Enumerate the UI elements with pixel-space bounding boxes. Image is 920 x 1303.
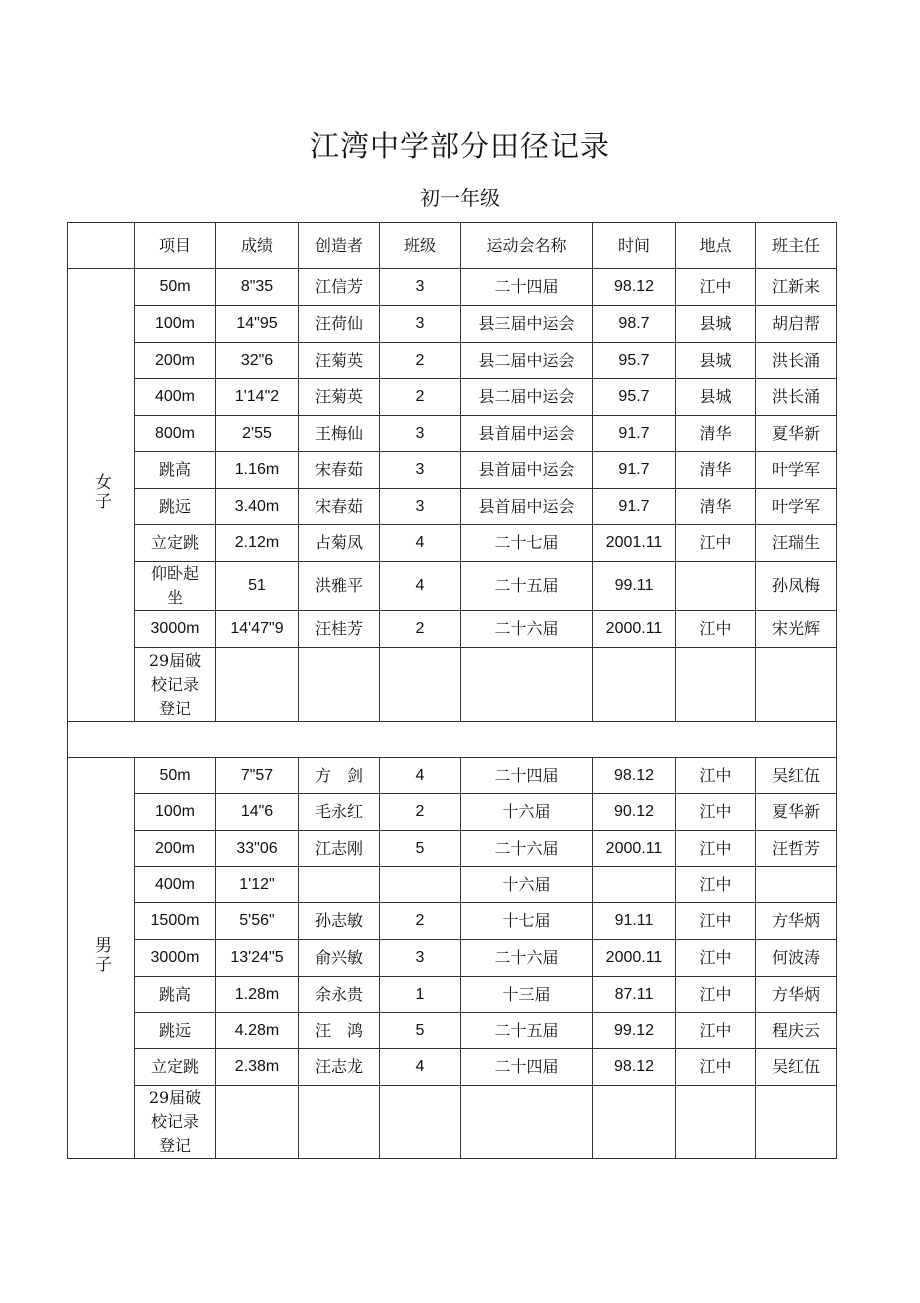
- female-cell-venue: 江中: [676, 269, 756, 306]
- female-cell-result: 2.12m: [216, 525, 299, 562]
- female-cell-event: 400m: [135, 379, 216, 416]
- male-cell-meet: 十六届: [461, 794, 593, 831]
- female-cell-class: 3: [380, 269, 461, 306]
- female-cell-athlete: [299, 648, 380, 722]
- female-cell-athlete: 汪桂芳: [299, 611, 380, 648]
- female-cell-venue: [676, 648, 756, 722]
- male-cell-teacher: 夏华新: [756, 794, 837, 831]
- header-row: [68, 223, 837, 269]
- male-cell-event: 3000m: [135, 940, 216, 977]
- female-cell-class: 4: [380, 525, 461, 562]
- female-cell-venue: 清华: [676, 452, 756, 489]
- male-cell-result: 4.28m: [216, 1013, 299, 1049]
- header-venue: 地点: [676, 223, 756, 269]
- gender-header-cell: [68, 223, 135, 269]
- male-cell-venue: 江中: [676, 903, 756, 940]
- male-cell-venue: 江中: [676, 758, 756, 794]
- male-cell-teacher: 吴红伍: [756, 1049, 837, 1086]
- female-cell-teacher: 洪长涌: [756, 379, 837, 416]
- male-cell-class: 2: [380, 903, 461, 940]
- female-cell-class: 3: [380, 489, 461, 525]
- female-cell-class: 3: [380, 452, 461, 489]
- female-cell-venue: 江中: [676, 611, 756, 648]
- page-title: 江湾中学部分田径记录: [309, 129, 610, 163]
- male-cell-teacher: 方华炳: [756, 977, 837, 1013]
- female-cell-venue: [676, 562, 756, 611]
- header-athlete: 创造者: [299, 223, 380, 269]
- female-cell-date: 2000.11: [593, 611, 676, 648]
- female-cell-teacher: 孙凤梅: [756, 562, 837, 611]
- female-cell-venue: 县城: [676, 343, 756, 379]
- male-cell-event: 400m: [135, 867, 216, 903]
- female-cell-result: 2'55: [216, 416, 299, 452]
- male-cell-meet: [461, 1086, 593, 1159]
- records-table: [67, 222, 837, 1159]
- male-cell-event: 跳远: [135, 1013, 216, 1049]
- male-record-row: [68, 940, 837, 977]
- header-result: 成绩: [216, 223, 299, 269]
- female-cell-event: 100m: [135, 306, 216, 343]
- female-cell-date: 99.11: [593, 562, 676, 611]
- female-cell-class: 4: [380, 562, 461, 611]
- grade-subtitle: 初一年级: [420, 186, 500, 210]
- male-cell-teacher: 吴红伍: [756, 758, 837, 794]
- female-cell-date: 2001.11: [593, 525, 676, 562]
- male-cell-event: 200m: [135, 831, 216, 867]
- male-cell-venue: 江中: [676, 1013, 756, 1049]
- female-cell-meet: 县二届中运会: [461, 379, 593, 416]
- male-cell-athlete: [299, 867, 380, 903]
- male-cell-meet: 二十四届: [461, 1049, 593, 1086]
- female-cell-meet: 县三届中运会: [461, 306, 593, 343]
- male-cell-event: 跳高: [135, 977, 216, 1013]
- male-cell-athlete: 孙志敏: [299, 903, 380, 940]
- female-cell-venue: 江中: [676, 525, 756, 562]
- female-cell-venue: 清华: [676, 489, 756, 525]
- male-cell-meet: 十七届: [461, 903, 593, 940]
- female-record-row: [68, 525, 837, 562]
- male-cell-date: 2000.11: [593, 831, 676, 867]
- male-cell-result: 5'56": [216, 903, 299, 940]
- header-date: 时间: [593, 223, 676, 269]
- male-record-row: [68, 1049, 837, 1086]
- male-cell-teacher: 程庆云: [756, 1013, 837, 1049]
- male-cell-venue: 江中: [676, 831, 756, 867]
- female-cell-date: 98.12: [593, 269, 676, 306]
- male-cell-class: [380, 867, 461, 903]
- female-cell-event: 立定跳: [135, 525, 216, 562]
- male-cell-venue: 江中: [676, 794, 756, 831]
- female-cell-meet: 二十四届: [461, 269, 593, 306]
- male-cell-meet: 十六届: [461, 867, 593, 903]
- female-cell-athlete: 洪雅平: [299, 562, 380, 611]
- male-cell-date: [593, 867, 676, 903]
- female-cell-event: 仰卧起 坐: [135, 562, 216, 611]
- female-cell-meet: 二十七届: [461, 525, 593, 562]
- female-record-row: [68, 562, 837, 611]
- female-cell-result: 8"35: [216, 269, 299, 306]
- female-record-row: [68, 416, 837, 452]
- female-record-row: [68, 306, 837, 343]
- female-cell-teacher: 叶学军: [756, 489, 837, 525]
- male-cell-meet: 二十六届: [461, 831, 593, 867]
- male-cell-venue: [676, 1086, 756, 1159]
- male-cell-teacher: 方华炳: [756, 903, 837, 940]
- female-cell-event: 跳远: [135, 489, 216, 525]
- female-cell-teacher: 洪长涌: [756, 343, 837, 379]
- female-cell-date: 95.7: [593, 343, 676, 379]
- male-cell-event: 50m: [135, 758, 216, 794]
- male-gender-label: 男子: [68, 758, 135, 1159]
- female-cell-venue: 县城: [676, 306, 756, 343]
- male-record-row: [68, 758, 837, 794]
- male-cell-venue: 江中: [676, 940, 756, 977]
- female-cell-teacher: 夏华新: [756, 416, 837, 452]
- male-cell-date: 98.12: [593, 758, 676, 794]
- female-cell-result: 51: [216, 562, 299, 611]
- female-cell-result: 1'14"2: [216, 379, 299, 416]
- male-cell-class: [380, 1086, 461, 1159]
- male-record-row: [68, 831, 837, 867]
- male-cell-teacher: 汪哲芳: [756, 831, 837, 867]
- female-record-row: [68, 343, 837, 379]
- female-cell-athlete: 江信芳: [299, 269, 380, 306]
- female-cell-result: 1.16m: [216, 452, 299, 489]
- female-cell-date: 91.7: [593, 452, 676, 489]
- male-cell-result: 14"6: [216, 794, 299, 831]
- female-cell-date: 91.7: [593, 416, 676, 452]
- female-cell-teacher: [756, 648, 837, 722]
- female-cell-date: 91.7: [593, 489, 676, 525]
- male-cell-athlete: 俞兴敏: [299, 940, 380, 977]
- female-cell-teacher: 胡启帮: [756, 306, 837, 343]
- male-record-row: [68, 1086, 837, 1159]
- female-cell-athlete: 汪菊英: [299, 343, 380, 379]
- female-cell-date: 95.7: [593, 379, 676, 416]
- female-cell-date: 98.7: [593, 306, 676, 343]
- male-cell-athlete: [299, 1086, 380, 1159]
- female-cell-result: 14'47"9: [216, 611, 299, 648]
- male-cell-athlete: 汪 鸿: [299, 1013, 380, 1049]
- male-cell-venue: 江中: [676, 1049, 756, 1086]
- male-cell-athlete: 余永贵: [299, 977, 380, 1013]
- male-record-row: [68, 903, 837, 940]
- male-cell-date: 91.11: [593, 903, 676, 940]
- male-cell-teacher: [756, 867, 837, 903]
- female-cell-athlete: 宋春茹: [299, 452, 380, 489]
- male-cell-athlete: 方 剑: [299, 758, 380, 794]
- female-cell-result: 14"95: [216, 306, 299, 343]
- male-cell-result: 7"57: [216, 758, 299, 794]
- male-cell-teacher: 何波涛: [756, 940, 837, 977]
- male-cell-class: 4: [380, 1049, 461, 1086]
- male-record-row: [68, 794, 837, 831]
- male-cell-venue: 江中: [676, 977, 756, 1013]
- female-cell-event: 50m: [135, 269, 216, 306]
- female-cell-athlete: 占菊凤: [299, 525, 380, 562]
- header-teacher: 班主任: [756, 223, 837, 269]
- female-cell-event: 跳高: [135, 452, 216, 489]
- male-cell-result: 2.38m: [216, 1049, 299, 1086]
- header-class: 班级: [380, 223, 461, 269]
- female-cell-venue: 清华: [676, 416, 756, 452]
- female-cell-result: [216, 648, 299, 722]
- male-cell-event: 1500m: [135, 903, 216, 940]
- male-cell-class: 4: [380, 758, 461, 794]
- header-meet: 运动会名称: [461, 223, 593, 269]
- female-cell-event: 200m: [135, 343, 216, 379]
- male-cell-event: 100m: [135, 794, 216, 831]
- male-record-row: [68, 977, 837, 1013]
- female-cell-athlete: 汪荷仙: [299, 306, 380, 343]
- female-cell-teacher: 江新来: [756, 269, 837, 306]
- female-record-row: [68, 379, 837, 416]
- male-cell-athlete: 毛永红: [299, 794, 380, 831]
- female-record-row: [68, 452, 837, 489]
- female-gender-label: 女子: [68, 269, 135, 722]
- female-cell-result: 32"6: [216, 343, 299, 379]
- male-cell-result: 1'12": [216, 867, 299, 903]
- female-cell-result: 3.40m: [216, 489, 299, 525]
- male-cell-date: 87.11: [593, 977, 676, 1013]
- male-record-row: [68, 867, 837, 903]
- male-cell-result: 1.28m: [216, 977, 299, 1013]
- female-cell-event: 29届破 校记录 登记: [135, 648, 216, 722]
- male-cell-meet: 二十四届: [461, 758, 593, 794]
- female-cell-teacher: 汪瑞生: [756, 525, 837, 562]
- female-record-row: [68, 269, 837, 306]
- female-cell-athlete: 宋春茹: [299, 489, 380, 525]
- male-cell-date: 90.12: [593, 794, 676, 831]
- female-cell-class: 2: [380, 611, 461, 648]
- female-cell-class: 3: [380, 306, 461, 343]
- male-cell-meet: 二十五届: [461, 1013, 593, 1049]
- male-cell-event: 29届破 校记录 登记: [135, 1086, 216, 1159]
- female-cell-meet: 二十六届: [461, 611, 593, 648]
- header-event: 项目: [135, 223, 216, 269]
- female-cell-meet: 县二届中运会: [461, 343, 593, 379]
- male-cell-date: 98.12: [593, 1049, 676, 1086]
- female-record-row: [68, 648, 837, 722]
- female-cell-meet: 县首届中运会: [461, 452, 593, 489]
- male-cell-teacher: [756, 1086, 837, 1159]
- male-cell-athlete: 汪志龙: [299, 1049, 380, 1086]
- male-cell-result: 33"06: [216, 831, 299, 867]
- male-cell-meet: 十三届: [461, 977, 593, 1013]
- male-cell-class: 5: [380, 831, 461, 867]
- male-record-row: [68, 1013, 837, 1049]
- male-cell-date: [593, 1086, 676, 1159]
- female-cell-venue: 县城: [676, 379, 756, 416]
- female-record-row: [68, 611, 837, 648]
- female-cell-teacher: 叶学军: [756, 452, 837, 489]
- female-cell-date: [593, 648, 676, 722]
- male-cell-date: 99.12: [593, 1013, 676, 1049]
- female-cell-class: [380, 648, 461, 722]
- female-record-row: [68, 489, 837, 525]
- male-cell-result: 13'24"5: [216, 940, 299, 977]
- male-cell-date: 2000.11: [593, 940, 676, 977]
- male-cell-class: 2: [380, 794, 461, 831]
- male-cell-result: [216, 1086, 299, 1159]
- female-cell-athlete: 王梅仙: [299, 416, 380, 452]
- male-cell-venue: 江中: [676, 867, 756, 903]
- male-cell-class: 3: [380, 940, 461, 977]
- female-cell-meet: 县首届中运会: [461, 416, 593, 452]
- female-cell-athlete: 汪菊英: [299, 379, 380, 416]
- female-cell-teacher: 宋光辉: [756, 611, 837, 648]
- female-cell-class: 2: [380, 343, 461, 379]
- female-cell-meet: 县首届中运会: [461, 489, 593, 525]
- section-spacer: [68, 722, 837, 758]
- male-cell-event: 立定跳: [135, 1049, 216, 1086]
- female-cell-class: 3: [380, 416, 461, 452]
- female-cell-meet: 二十五届: [461, 562, 593, 611]
- male-cell-class: 5: [380, 1013, 461, 1049]
- female-cell-meet: [461, 648, 593, 722]
- male-cell-meet: 二十六届: [461, 940, 593, 977]
- male-cell-athlete: 江志刚: [299, 831, 380, 867]
- female-cell-class: 2: [380, 379, 461, 416]
- female-cell-event: 800m: [135, 416, 216, 452]
- female-cell-event: 3000m: [135, 611, 216, 648]
- section-spacer-row: [68, 722, 837, 758]
- male-cell-class: 1: [380, 977, 461, 1013]
